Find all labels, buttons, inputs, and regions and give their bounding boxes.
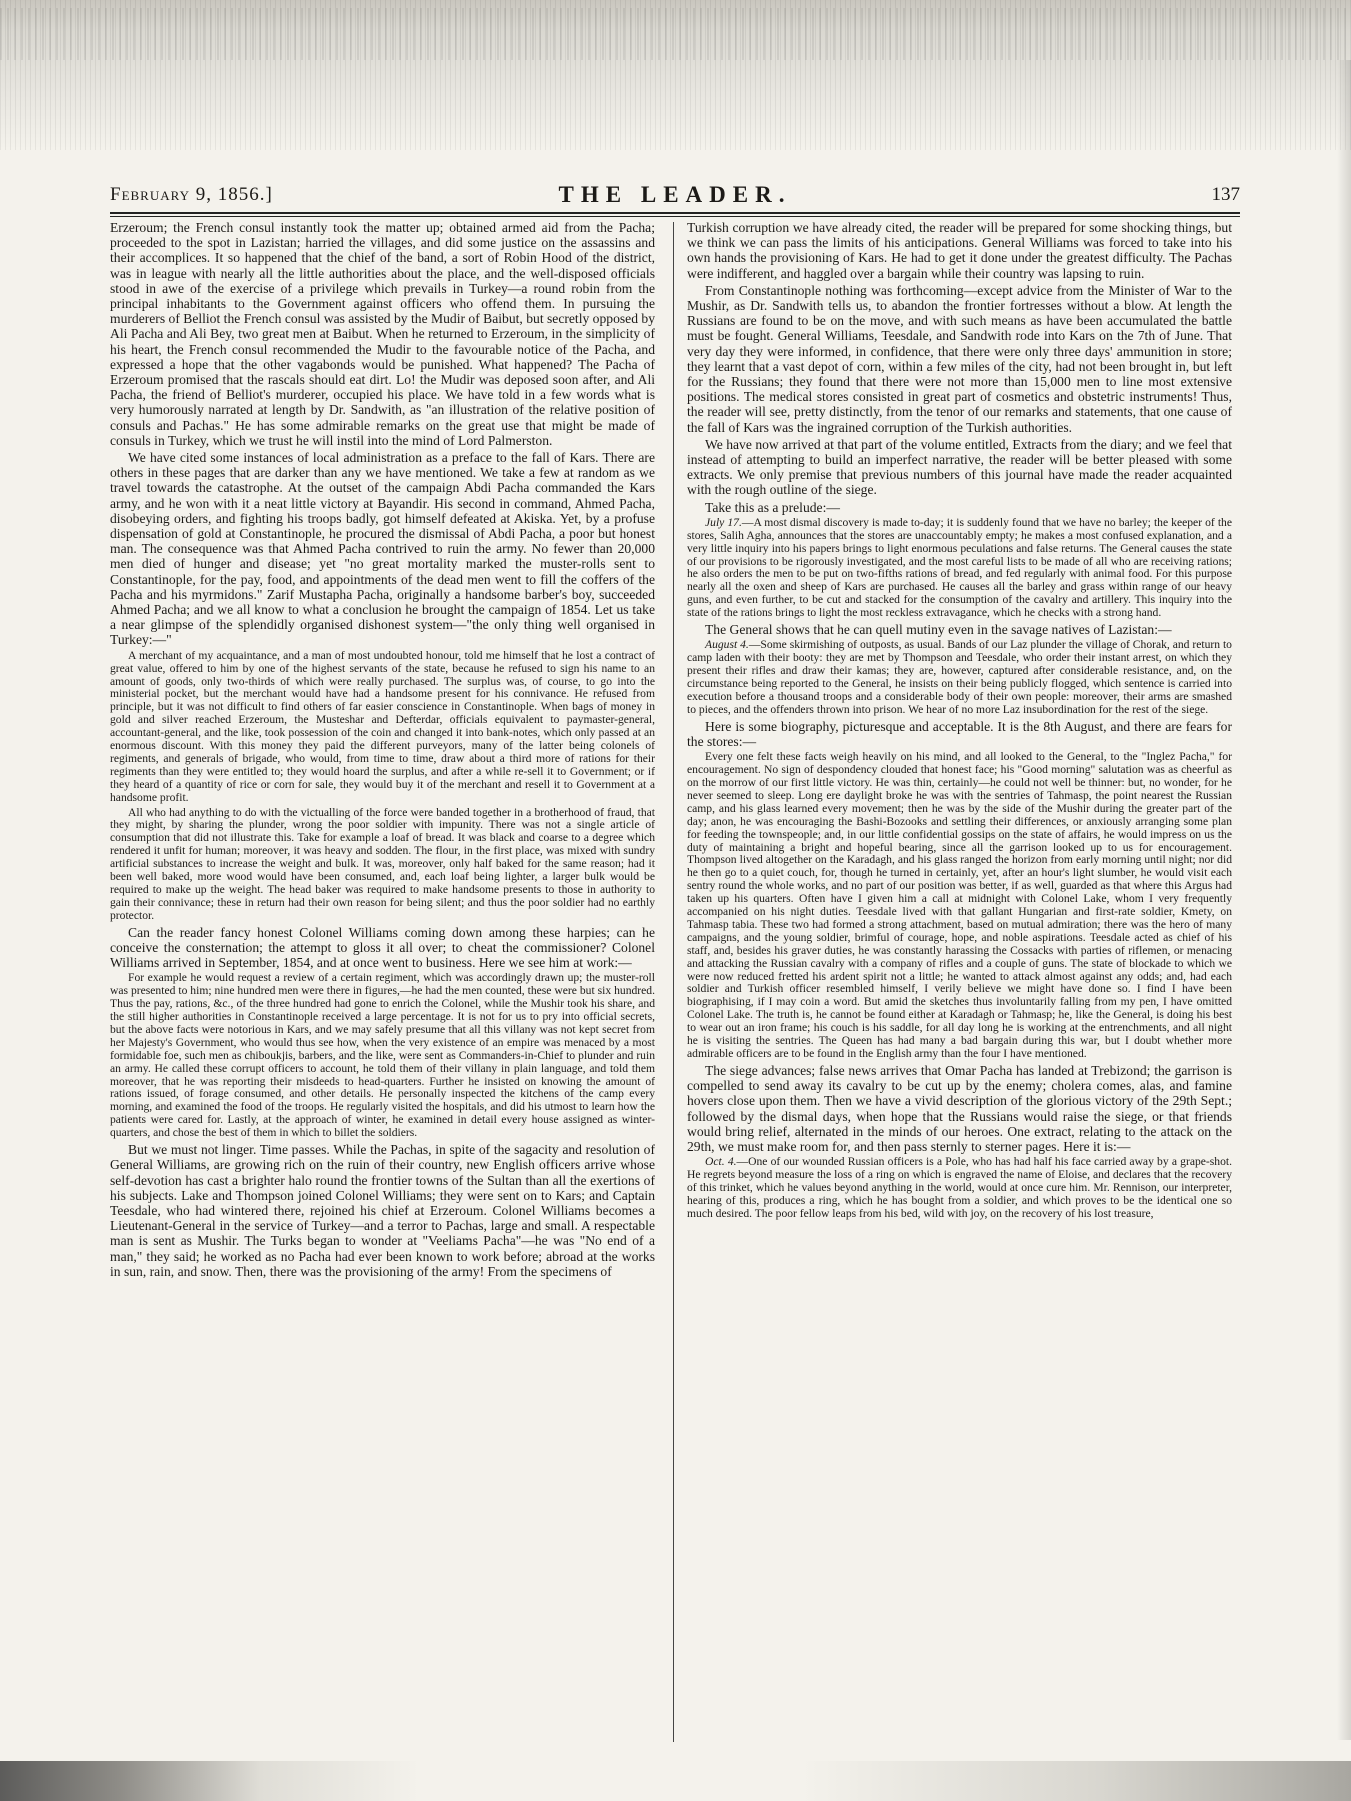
right-column-paragraph xyxy=(687,1063,1232,1154)
scan-border-top xyxy=(0,0,1351,150)
page-header xyxy=(110,178,1240,212)
header-rule-thin xyxy=(110,216,1240,217)
scan-border-right xyxy=(1337,60,1351,1740)
paragraph-text: —A most dismal discovery is made to-day; it is suddenly found that we have no barley; the keeper of the stores, Salih Agha, announces that the stores are unaccountably empty; he makes a most confused explanation, and a very little inquiry into his papers brings to light enormous peculations and false returns. The General causes the state of our provisions to be rigorously investigated, and the most careful lists to be made of all who are receiving rations; he also orders the men to be put on two-fifths rations of bread, and fed regularly with animal food. For this purpose nearly all the oxen and sheep of Kars are purchased. He causes all the barley and grass within range of our heavy guns, and even further, to be cut and stacked for the consumption of the cavalry and artillery. This inquiry into the state of the rations brings to light the most reckless extravagance, which he checks with a strong hand. xyxy=(687,515,1232,620)
right-column xyxy=(687,220,1232,1745)
paragraph-text: We have now arrived at that part of the volume entitled, Extracts from the diary; and we feel that instead of attempting to build an imperfect narrative, the reader will be better pleased with some extracts. We only premise that previous numbers of this journal have made the reader acquainted with the rough outline of the siege. xyxy=(687,436,1232,498)
header-rule xyxy=(110,212,1240,214)
right-column-paragraph xyxy=(687,751,1232,1061)
paragraph-text: A merchant of my acquaintance, and a man of most undoubted honour, told me himself that he lost a contract of great value, offered to him by one of the highest servants of the state, because he refused to sign his name to an amount of goods, only two-thirds of which were really purchased. The surplus was, of course, to go into the ministerial pocket, but the merchant would have had a handsome present for his connivance. He refused from principle, but it was not difficult to find others of far easier conscience in Constantinople. When bags of money in gold and silver reached Erzeroum, the Musteshar and Defterdar, officials equivalent to paymaster-general, accountant-general, and the like, took possession of the coin and changed it into bank-notes, which only passed at an enormous discount. With this money they paid the different purveyors, many of the latter being colonels of regiments, and generals of brigade, who would, from time to time, draw about a third more of rations for their regiments than they were entitled to; they would hoard the surplus, and after a while re-sell it to Government; or if they heard of a quantity of rice or corn for sale, they would buy it of the merchant and resell it to Government at a handsome profit. xyxy=(110,648,655,804)
paragraph-text: Here is some biography, picturesque and acceptable. It is the 8th August, and there are fears for the stores:— xyxy=(687,718,1232,749)
issue-date: February 9, 1856.] xyxy=(110,184,273,205)
right-column-paragraph xyxy=(687,622,1232,637)
column-divider xyxy=(673,222,674,1742)
right-column-paragraph xyxy=(687,437,1232,498)
right-column-paragraph xyxy=(687,639,1232,716)
right-column-paragraph xyxy=(687,283,1232,435)
right-column-paragraph xyxy=(687,500,1232,515)
paragraph-text: —One of our wounded Russian officers is a Pole, who has had half his face carried away by a grape-shot. He regrets beyond measure the loss of a ring on which is engraved the name of Eloise, and declares that the recovery of this trinket, which he values beyond anything in the world, would at once cure him. Mr. Rennison, our interpreter, hearing of this, produces a ring, which he has bought from a soldier, and which proves to be the identical one so much desired. The poor fellow leaps from his bed, wild with joy, on the recovery of his lost treasure, xyxy=(687,1155,1232,1220)
paragraph-text: From Constantinople nothing was forthcoming—except advice from the Minister of War to the Mushir, as Dr. Sandwith tells us, to abandon the frontier fortresses without a blow. At length the Russians are found to be on the move, and with such means as have been accumulated the battle must be fought. General Williams, Teesdale, and Sandwith rode into Kars on the 7th of June. That very day they were informed, in confidence, that there were only three days' ammunition in store; they learnt that a vast depot of corn, within a few miles of the city, had not been brought in, but left for the Russians; they found that there were not more than 15,000 men to line most extensive positions. The medical stores consisted in great part of cosmetics and obstetric instruments! Thus, the reader will see, pretty distinctly, from the tenor of our remarks and statements, that one cause of the fall of Kars was the ingrained corruption of the Turkish authorities. xyxy=(687,282,1232,435)
paragraph-text: —Some skirmishing of outposts, as usual. Bands of our Laz plunder the village of Chorak, and return to camp laden with their booty: they are met by Thompson and Teesdale, who order their instant arrest, on which they present their rifles and draw their kamas; they are, however, captured after considerable resistance, and, on the circumstance being reported to the General, he insists on their being publicly flogged, which sentence is carried into execution before a thousand troops and a considerable body of their own people: moreover, their arms are smashed to pieces, and the offenders thrown into prison. We hear of no more Laz insubordination for the rest of the siege. xyxy=(687,638,1232,716)
left-column-paragraph xyxy=(110,650,655,805)
left-column-paragraph xyxy=(110,925,655,971)
paragraph-text: Turkish corruption we have already cited, the reader will be prepared for some shocking things, but we think we can pass the limits of his anticipations. General Williams was forced to take into his own hands the provisioning of Kars. He had to get it done under the greatest difficulty. The Pachas were indifferent, and haggled over a bargain while their country was lapsing to ruin. xyxy=(687,220,1232,281)
diary-date: July 17. xyxy=(705,515,742,529)
right-column-paragraph xyxy=(687,719,1232,749)
right-column-paragraph xyxy=(687,517,1232,620)
left-column-paragraph xyxy=(110,220,655,448)
scan-border-bottom xyxy=(0,1761,1351,1801)
paragraph-text: Can the reader fancy honest Colonel Williams coming down among these harpies; can he conceive the consternation; the attempt to gloss it all over; to cheat the commissioner? Colonel Williams arrived in September, 1854, and at once went to business. Here we see him at work:— xyxy=(110,924,655,971)
left-column-paragraph xyxy=(110,972,655,1140)
left-column-paragraph xyxy=(110,450,655,648)
paragraph-text: The General shows that he can quell mutiny even in the savage natives of Lazistan:— xyxy=(705,622,1172,638)
right-column-paragraph xyxy=(687,220,1232,281)
left-column-paragraph xyxy=(110,807,655,923)
paragraph-text: We have cited some instances of local administration as a preface to the fall of Kars. There are others in these pages that are darker than any we have mentioned. We take a few at random as we travel towards the catastrophe. At the outset of the campaign Abdi Pacha commanded the Kars army, and he won with it a neat little victory at Bayandir. His second in command, Ahmed Pacha, disobeying orders, and fighting his troops badly, got himself defeated at Akiska. Yet, by a profuse dispensation of gold at Constantinople, he procured the dismissal of Abdi Pacha, a poor but honest man. The consequence was that Ahmed Pacha contrived to ruin the army. No fewer than 20,000 men died of hunger and disease; yet "no great mortality marked the muster-rolls sent to Constantinople, for the pay, food, and appointments of the dead men went to fill the coffers of the Pacha and his myrmidons." Zarif Mustapha Pacha, originally a handsome barber's boy, succeeded Ahmed Pacha; and we all know to what a conclusion he brought the campaign of 1854. Let us take a near glimpse of the splendidly organised dishonest system—"the only thing well organised in Turkey:—" xyxy=(110,450,655,648)
paragraph-text: For example he would request a review of a certain regiment, which was accordingly drawn up; the muster-roll was presented to him; nine hundred men were there in figures,—he had the men counted, these were but six hundred. Thus the pay, rations, &c., of the three hundred had gone to enrich the Colonel, while the Mushir took his share, and the still higher authorities in Constantinople received a large percentage. It is not for us to pry into official secrets, but the above facts were notorious in Kars, and we may safely presume that all this villany was not kept secret from her Majesty's Government, who would thus see how, when the very existence of an empire was menaced by a most formidable foe, such men as chiboukjis, barbers, and the like, were sent as Commanders-in-Chief to plunder and ruin an army. He called these corrupt officers to account, he told them of their villany in plain language, and told them moreover, that he was reporting their misdeeds to head-quarters. Further he insisted on knowing the amount of rations issued, of forage consumed, and other details. He personally inspected the kitchens of the camp every morning, and examined the food of the troops. He regularly visited the hospitals, and did his utmost to learn how the patients were cared for. Lastly, at the approach of winter, he examined in detail every house assigned as winter-quarters, and chose the best of them in which to billet the soldiers. xyxy=(110,971,655,1140)
paragraph-text: The siege advances; false news arrives that Omar Pacha has landed at Trebizond; the garrison is compelled to send away its cavalry to be cut up by the enemy; cholera comes, alas, and famine hovers close upon them. Then we have a vivid description of the glorious victory of the 29th Sept.; followed by the dismal days, when hope that the Russians would raise the siege, or that friends would bring relief, alternated in the minds of our heroes. One extract, relating to the attack on the 29th, we must make room for, and then pass sternly to sterner pages. Here it is:— xyxy=(687,1062,1232,1154)
page-number: 137 xyxy=(1211,184,1240,205)
paragraph-text: Take this as a prelude:— xyxy=(705,499,840,515)
right-column-paragraph xyxy=(687,1156,1232,1221)
paragraph-text: But we must not linger. Time passes. While the Pachas, in spite of the sagacity and resolution of General Williams, are growing rich on the ruin of their country, new English officers arrive whose self-devotion has cast a brighter halo round the frontier towns of the Sultan than all the exertions of his subjects. Lake and Thompson joined Colonel Williams; they were sent on to Kars; and Captain Teesdale, who had wintered there, rejoined his chief at Erzeroum. Colonel Williams becomes a Lieutenant-General in the service of Turkey—and a terror to Pachas, large and small. A respectable man is sent as Mushir. The Turks began to wonder at "Veeliams Pacha"—he was "No end of a man," they said; he worked as no Pacha had ever been known to work before; abroad at the works in sun, rain, and snow. Then, there was the provisioning of the army! From the specimens of xyxy=(110,1142,655,1279)
paragraph-text: Erzeroum; the French consul instantly took the matter up; obtained armed aid from the Pacha; proceeded to the spot in Lazistan; harried the villages, and did some justice on the assassins and their accomplices. It so happened that the chief of the band, a sort of Robin Hood of the district, was in league with nearly all the little authorities about the place, and the well-disposed officials stood in awe of the exercise of a privilege which prevails in Turkey—a round robin from the principal inhabitants to the Government against officers who offend them. In pursuing the murderers of Belliot the French consul was assisted by the Mudir of Baibut, but secretly opposed by Ali Pacha and Ali Bey, two great men at Baibut. When he returned to Erzeroum, in the simplicity of his heart, the French consul recommended the Mudir to the favourable notice of the Pacha, and expressed a hope that the other vagabonds would be punished. What happened? The Pacha of Erzeroum promised that the rascals should eat dirt. Lo! the Mudir was deposed soon after, and Ali Pacha, the friend of Belliot's murderer, occupied his place. We have told in a few words what is very humorously narrated at length by Dr. Sandwith, as "an illustration of the relative position of consuls and Pachas." He has some admirable remarks on the great use that might be made of consuls in Turkey, which we trust he will instil into the mind of Lord Palmerston. xyxy=(110,220,655,448)
left-column-paragraph xyxy=(110,1142,655,1279)
paragraph-text: All who had anything to do with the victualling of the force were banded together in a brotherhood of fraud, that they might, by sharing the plunder, wrong the poor soldier with impunity. There was not a single article of consumption that did not illustrate this. Take for example a loaf of bread. It was black and coarse to a degree which rendered it unfit for human; moreover, it was heavy and sodden. The flour, in the first place, was mixed with sundry artificial substances to increase the weight and bulk. It was, moreover, only half baked for the same reason; had it been well baked, more wood would have been consumed, and, each loaf being lighter, a larger bulk would be required to make up the weight. The head baker was required to make handsome presents to those in authority to gain their connivance; these in return had their own reason for being silent; and thus the poor soldier had no earthly protector. xyxy=(110,805,655,922)
diary-date: Oct. 4. xyxy=(705,1155,737,1169)
diary-date: August 4. xyxy=(705,638,749,652)
paragraph-text: Every one felt these facts weigh heavily on his mind, and all looked to the General, to the "Inglez Pacha," for encouragement. No sign of despondency clouded that honest face; his "Good morning" salutation was as cheerful as on the morrow of our first little victory. He was thin, certainly—he could not well be thinner: but, no wonder, for he never seemed to sleep. Long ere daylight broke he was with the sentries of Tahmasp, the point nearest the Russian camp, and his glass learned every movement; then he was by the side of the Mushir during the greater part of the day; anon, he was encouraging the Bashi-Bozooks and settling their differences, or anxiously arranging some plan for feeding the townspeople; and, in our little confidential gossips on the state of affairs, he would impress on us the duty of maintaining a bright and hopeful bearing, since all the garrison looked up to us for encouragement. Thompson lived altogether on the Karadagh, and his glass ranged the horizon from early morning until night; nor did he then go to a quiet couch, for, though he turned in certainly, yet, after an hour's light slumber, he would visit each sentry round the whole works, and no part of our position was better, if as well, guarded as that where this Argus had taken up his quarters. Often have I given him a call at midnight with Colonel Lake, whom I very frequently accompanied on his night duties. Teesdale lived with that gallant Hungarian and first-rate soldier, Kmety, on Tahmasp tabia. These two had formed a strong attachment, based on mutual admiration; there was the hero of many campaigns, and the young soldier, brimful of courage, hope, and noble aspirations. Teesdale acted as chief of his staff, and, besides his graver duties, he was constantly harassing the Cossacks with parties of riflemen, or menacing and attacking the Russian cavalry with a company of rifles and a couple of guns. The state of blockade to which we were now reduced fretted his ardent spirit not a little; he wanted to attack almost against any odds; and, had each soldier and Turkish officer resembled himself, I verily believe we might have done so. I find I have been biographising, if I may coin a word. But amid the sketches thus involuntarily falling from my pen, I have omitted Colonel Lake. The truth is, he cannot be found either at Karadagh or Tahmasp; he, like the General, is doing his best to wear out an iron frame; his couch is his saddle, for all day long he is working at the entrenchments, and all night he is visiting the sentries. The Queen has had many a bad bargain during this war, but I doubt whether more admirable officers are to be found in the English army than the four I have mentioned. xyxy=(687,750,1232,1060)
newspaper-title: THE LEADER. xyxy=(558,182,792,207)
left-column xyxy=(110,220,655,1745)
